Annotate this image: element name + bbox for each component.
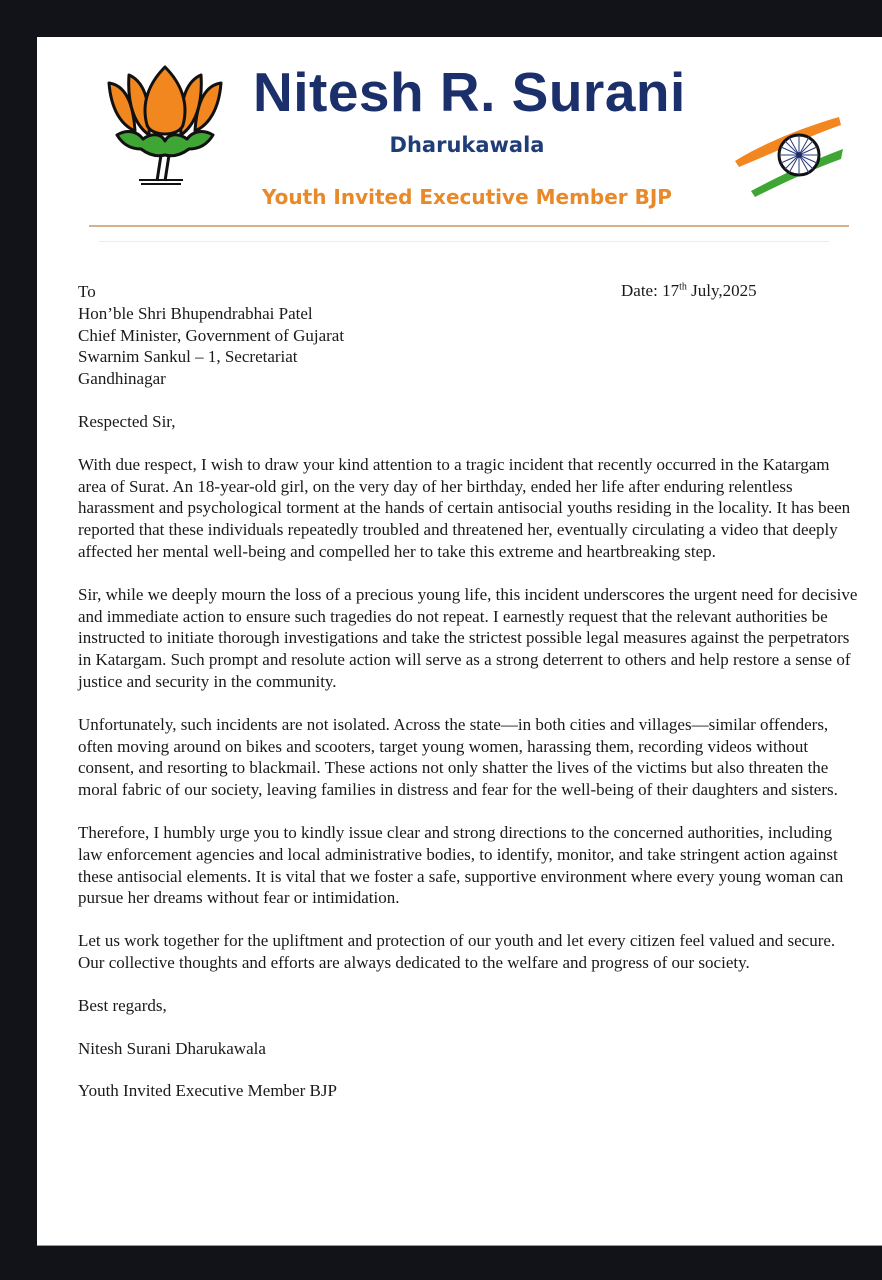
letter-body: [78, 281, 858, 1102]
body-paragraph: Unfortunately, such incidents are not isolated. Across the state—in both cities and villages—similar offenders, often moving around on bikes and scooters, target young women, harassing them, recording videos without consent, and resorting to blackmail. These actions not only shatter the lives of the victims but also threaten the moral fabric of our society, leaving families in distress and fear for the well-being of their daughters and sisters.: [78, 714, 838, 800]
signatory-designation: Youth Invited Executive Member BJP: [78, 1081, 337, 1101]
date-label: Date:: [621, 281, 658, 300]
signatory-name: Nitesh Surani Dharukawala: [78, 1038, 266, 1058]
address-line: Hon’ble Shri Bhupendrabhai Patel: [78, 303, 313, 323]
address-line: Swarnim Sankul – 1, Secretariat: [78, 347, 298, 367]
recipient-address: [78, 281, 858, 390]
address-to: To: [78, 282, 96, 301]
body-paragraph: Let us work together for the upliftment and protection of our youth and let every citizen feel valued and secure. Our collective thoughts and efforts are always dedicated to the welfare and progress of our society.: [78, 931, 836, 972]
date-month-year: July,2025: [691, 281, 757, 300]
letterhead-name: Nitesh R. Surani: [253, 61, 686, 123]
date-day: 17: [662, 281, 680, 300]
body-paragraph: Therefore, I humbly urge you to kindly issue clear and strong directions to the concerned authorities, including law enforcement agencies and local administrative bodies, to identify, monitor, and take stringent action against these antisocial elements. It is vital that we foster a safe, supportive environment where every young woman can pursue her dreams without fear or intimidation.: [78, 822, 844, 908]
date-day-suffix: th: [679, 281, 687, 293]
letter-page: [37, 37, 882, 1246]
letterhead-role: Youth Invited Executive Member BJP: [262, 185, 672, 209]
header-divider-faint: [99, 241, 829, 242]
salutation: Respected Sir,: [78, 411, 176, 431]
body-paragraph: With due respect, I wish to draw your kind attention to a tragic incident that recently occurred in the Katargam area of Surat. An 18-year-old girl, on the very day of her birthday, ended her life after enduring relentless harassment and psychological torment at the hands of certain antisocial youths residing in the locality. It has been reported that these individuals repeatedly troubled and threatened her, eventually circulating a video that deeply affected her mental well-being and compelled her to take this extreme and heartbreaking step.: [78, 454, 851, 561]
body-paragraph: Sir, while we deeply mourn the loss of a precious young life, this incident underscores the urgent need for decisive and immediate action to ensure such tragedies do not repeat. I earnestly request that the relevant authorities be instructed to initiate thorough investigations and take the strictest possible legal measures against the perpetrators in Katargam. Such prompt and resolute action will serve as a strong deterrent to others and help restore a sense of justice and security in the community.: [78, 584, 858, 691]
address-line: Chief Minister, Government of Gujarat: [78, 325, 345, 345]
valediction: Best regards,: [78, 995, 167, 1015]
header-divider: [89, 225, 849, 227]
letterhead-subtitle: Dharukawala: [389, 133, 545, 157]
indian-flag-brush-icon: [727, 103, 847, 203]
address-line: Gandhinagar: [78, 369, 166, 389]
bjp-lotus-logo-icon: [103, 59, 227, 187]
